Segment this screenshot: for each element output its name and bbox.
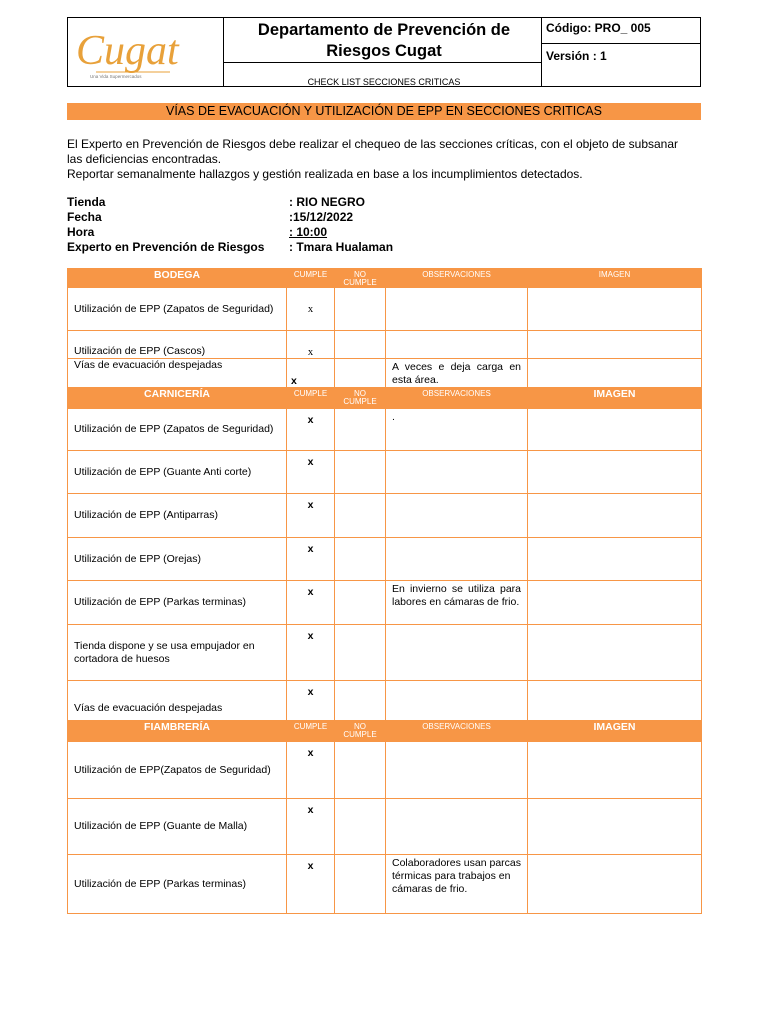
col-no-cumple: NO CUMPLE	[335, 721, 386, 742]
intro-text	[67, 137, 717, 182]
col-observaciones: OBSERVACIONES	[386, 721, 528, 742]
cumple-mark: x	[287, 581, 335, 625]
cumple-mark: x	[287, 625, 335, 681]
col-cumple: CUMPLE	[287, 721, 335, 742]
col-imagen: IMAGEN	[528, 721, 702, 742]
cumple-mark: x	[287, 288, 335, 331]
logo-tagline: Una Vida Supermercados	[90, 74, 142, 79]
no-cumple-cell	[335, 855, 386, 914]
col-no-cumple: NO CUMPLE	[335, 269, 386, 288]
no-cumple-cell	[335, 288, 386, 331]
row-item: Vías de evacuación despejadas	[68, 681, 287, 721]
table-row	[68, 409, 702, 451]
document-code: Código: PRO_ 005	[546, 21, 651, 35]
col-no-cumple: NO CUMPLE	[335, 388, 386, 409]
label-fecha: Fecha	[67, 210, 102, 224]
table-row	[68, 799, 702, 855]
no-cumple-cell	[335, 625, 386, 681]
observation-cell	[386, 681, 528, 721]
cumple-mark: x	[287, 359, 335, 388]
table-row	[68, 625, 702, 681]
image-cell	[528, 742, 702, 799]
col-observaciones: OBSERVACIONES	[386, 388, 528, 409]
no-cumple-cell	[335, 359, 386, 388]
col-observaciones: OBSERVACIONES	[386, 269, 528, 288]
row-item: Utilización de EPP (Cascos)	[68, 331, 287, 359]
no-cumple-cell	[335, 538, 386, 581]
col-imagen: IMAGEN	[528, 388, 702, 409]
info-labels	[67, 195, 264, 255]
observation-cell	[386, 451, 528, 494]
image-cell	[528, 681, 702, 721]
document-subtitle: CHECK LIST SECCIONES CRITICAS	[307, 77, 461, 87]
row-item: Utilización de EPP (Orejas)	[68, 538, 287, 581]
observation-cell	[386, 331, 528, 359]
table-row	[68, 494, 702, 538]
cumple-mark: x	[287, 331, 335, 359]
image-cell	[528, 855, 702, 914]
image-cell	[528, 331, 702, 359]
observation-cell: En invierno se utiliza para labores en cámaras de frio.	[386, 581, 528, 625]
image-cell	[528, 625, 702, 681]
no-cumple-cell	[335, 799, 386, 855]
cumple-mark: x	[287, 799, 335, 855]
row-item: Utilización de EPP (Antiparras)	[68, 494, 287, 538]
section-banner: VÍAS DE EVACUACIÓN Y UTILIZACIÓN DE EPP EN SECCIONES CRITICAS	[67, 103, 701, 120]
table-row	[68, 331, 702, 359]
table-row	[68, 359, 702, 388]
table-row	[68, 742, 702, 799]
observation-cell	[386, 288, 528, 331]
title-line-2: Riesgos Cugat	[326, 42, 442, 60]
cumple-mark: x	[287, 742, 335, 799]
table-row	[68, 538, 702, 581]
image-cell	[528, 538, 702, 581]
row-item: Utilización de EPP (Parkas terminas)	[68, 581, 287, 625]
observation-cell: Colaboradores usan parcas térmicas para trabajos en cámaras de frio.	[386, 855, 528, 914]
row-item: Utilización de EPP (Zapatos de Seguridad)	[68, 288, 287, 331]
table-row	[68, 855, 702, 914]
value-tienda: : RIO NEGRO	[289, 195, 366, 209]
section-title-fiambreria: FIAMBRERÍA	[68, 721, 287, 742]
logo-wordmark: Cugat	[76, 28, 179, 74]
section-title-bodega: BODEGA	[68, 269, 287, 288]
cumple-mark: x	[287, 855, 335, 914]
cumple-mark: x	[287, 538, 335, 581]
row-item: Utilización de EPP (Parkas terminas)	[68, 855, 287, 914]
cumple-mark: x	[287, 451, 335, 494]
image-cell	[528, 288, 702, 331]
intro-line-2: las deficiencias encontradas.	[67, 152, 222, 166]
observation-cell	[386, 742, 528, 799]
row-item: Tienda dispone y se usa empujador en cortadora de huesos	[68, 625, 287, 681]
cumple-mark: x	[287, 494, 335, 538]
image-cell	[528, 409, 702, 451]
col-imagen: IMAGEN	[528, 269, 702, 288]
col-cumple: CUMPLE	[287, 388, 335, 409]
cumple-mark: x	[287, 409, 335, 451]
intro-line-3: Reportar semanalmente hallazgos y gestión realizada en base a los incumplimientos detectados.	[67, 167, 583, 181]
document-title	[225, 20, 543, 62]
label-experto: Experto en Prevención de Riesgos	[67, 240, 265, 254]
no-cumple-cell	[335, 742, 386, 799]
row-item: Utilización de EPP (Zapatos de Seguridad)	[68, 409, 287, 451]
image-cell	[528, 451, 702, 494]
section-title-carniceria: CARNICERÍA	[68, 388, 287, 409]
row-item: Utilización de EPP (Guante Anti corte)	[68, 451, 287, 494]
image-cell	[528, 359, 702, 388]
observation-cell: .	[386, 409, 528, 451]
title-line-1: Departamento de Prevención de	[257, 21, 511, 39]
image-cell	[528, 581, 702, 625]
table-row	[68, 288, 702, 331]
value-fecha: :15/12/2022	[289, 210, 354, 224]
cugat-logo	[70, 20, 220, 84]
document-header	[67, 17, 701, 87]
row-item: Utilización de EPP(Zapatos de Seguridad)	[68, 742, 287, 799]
section-header-carniceria	[68, 388, 702, 409]
row-item: Vías de evacuación despejadas	[68, 359, 287, 388]
col-cumple: CUMPLE	[287, 269, 335, 288]
no-cumple-cell	[335, 494, 386, 538]
value-hora: : 10:00	[289, 225, 328, 239]
table-row	[68, 581, 702, 625]
no-cumple-cell	[335, 681, 386, 721]
observation-cell	[386, 625, 528, 681]
no-cumple-cell	[335, 451, 386, 494]
value-experto: : Tmara Hualaman	[289, 240, 394, 254]
label-hora: Hora	[67, 225, 95, 239]
table-row	[68, 451, 702, 494]
image-cell	[528, 494, 702, 538]
row-item: Utilización de EPP (Guante de Malla)	[68, 799, 287, 855]
table-row	[68, 681, 702, 721]
document-version: Versión : 1	[546, 49, 607, 63]
observation-cell	[386, 799, 528, 855]
observation-cell: A veces e deja carga en esta área.	[386, 359, 528, 388]
label-tienda: Tienda	[67, 195, 106, 209]
no-cumple-cell	[335, 409, 386, 451]
no-cumple-cell	[335, 331, 386, 359]
image-cell	[528, 799, 702, 855]
observation-cell	[386, 494, 528, 538]
info-values	[289, 195, 393, 255]
section-header-fiambreria	[68, 721, 702, 742]
cumple-mark: x	[287, 681, 335, 721]
observation-cell	[386, 538, 528, 581]
intro-line-1: El Experto en Prevención de Riesgos debe realizar el chequeo de las secciones críticas, con el objeto de subsanar	[67, 137, 679, 151]
checklist-table	[67, 268, 702, 914]
section-header-bodega	[68, 269, 702, 288]
no-cumple-cell	[335, 581, 386, 625]
